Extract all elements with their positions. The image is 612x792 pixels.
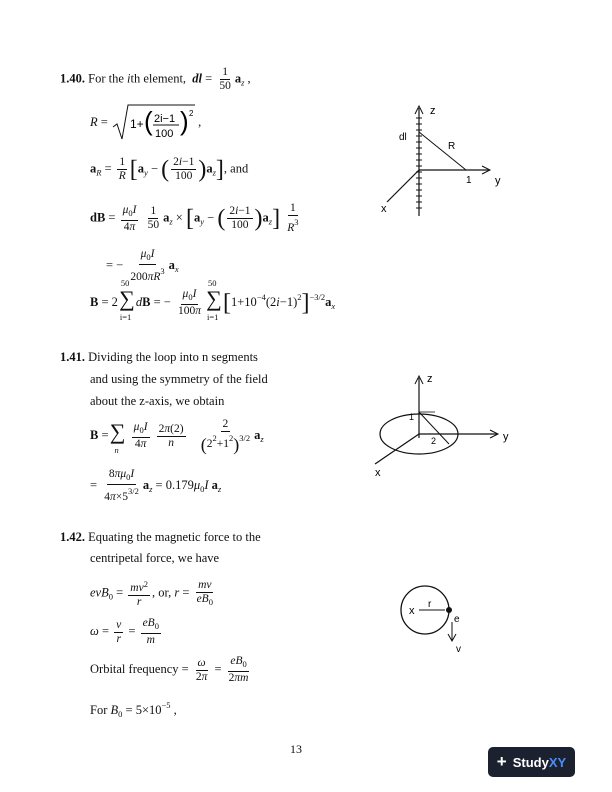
svg-text:2: 2 (431, 436, 437, 446)
svg-text:(: ( (143, 106, 153, 136)
problem-1-41-intro-2: and using the symmetry of the field (90, 372, 268, 386)
svg-text:v: v (456, 644, 461, 655)
svg-text:): ) (179, 106, 189, 136)
svg-text:y: y (495, 175, 501, 187)
problem-1-42-heading: 1.42. Equating the magnetic force to the (60, 530, 261, 544)
svg-text:z: z (430, 105, 436, 117)
svg-text:1+: 1+ (129, 117, 144, 131)
eq-B-sum: B = 2 50 ∑ i=1 dB = − $\frac{\mu_0I}{100\pi}$ 50 ∑ i=1 $[1+10^{-4}(2i-1)^2]^{-3/2}a_x$ (90, 277, 336, 322)
svg-text:e: e (454, 614, 460, 625)
figure-1-42 (395, 578, 475, 658)
sqrt-expression (111, 103, 195, 143)
problem-1-41-intro-3: about the z-axis, we obtain (90, 394, 225, 408)
plus-icon: + (496, 752, 507, 771)
page-number: 13 (290, 742, 302, 756)
svg-text:x: x (381, 203, 387, 215)
svg-text:1: 1 (409, 412, 415, 422)
brand-name: StudyXY (512, 754, 567, 770)
eq-B-loop-result: = $\frac{8\pi\mu_0I}{4\pi\times 5^{3/2}}$ $a_z = 0.179\mu_0I$ $a_z$ (90, 468, 222, 503)
eq-dB-result: = − $\frac{\mu_0I}{200\pi R^3}$ $a_x$ (106, 248, 179, 283)
problem-1-41-heading: 1.41. Dividing the loop into n segments (60, 350, 258, 364)
problem-1-42-intro-2: centripetal force, we have (90, 551, 220, 565)
eq-aR: $a_R$ = $\frac{1}{R}$ [$a_y$ − ( $\frac{2i-1}{100}$ )$a_z$], and (90, 156, 249, 183)
svg-text:z: z (427, 373, 433, 385)
svg-text:r: r (428, 599, 432, 610)
eq-B-loop: B =∑ n $\frac{\mu_0I}{4\pi}$ $\frac{2\pi(2)}{n}$ $\frac{2}{(2^2+1^2)^{3/2}}$ $a_z$ (90, 418, 264, 456)
eq-omega: ω = $\frac{v}{r}$ = $\frac{eB_0}{m}$ (90, 617, 159, 646)
eq-force-balance: evB$_0$ = $\frac{mv^2}{r}$ , or, r = $\frac{mv}{eB_0}$ (90, 578, 213, 608)
svg-text:R: R (448, 141, 456, 152)
figure-1-40 (375, 98, 515, 238)
svg-text:1: 1 (466, 175, 472, 186)
svg-text:x: x (409, 605, 415, 617)
svg-text:dl: dl (399, 132, 407, 143)
eq-dB: dB = $\frac{\mu_0I}{4\pi}$ $\frac{1}{50}$ $a_z \times [a_y$ − ( $\frac{2i-1}{100}$ )$a_z$] $\frac{1}{R^3}$ (90, 202, 299, 234)
problem-1-40-heading: 1.40. For the ith element, dl = $\frac{1}{50}$ $a_z$ , (60, 66, 251, 92)
figure-1-41 (365, 370, 515, 480)
svg-text:x: x (375, 467, 381, 479)
svg-text:100: 100 (154, 128, 174, 140)
svg-text:y: y (503, 431, 509, 443)
svg-text:2i−1: 2i−1 (153, 113, 176, 125)
studyxy-badge[interactable] (488, 747, 575, 777)
eq-orbital-frequency: Orbital frequency = $\frac{\omega}{2\pi}$ = $\frac{eB_0}{2\pi m}$ (90, 655, 249, 684)
eq-R: R = 1+ ( 2i−1 100 ) 2 , (90, 103, 201, 143)
eq-B0-value: For $B_0 = 5\times 10^{-5}$ , (90, 700, 177, 719)
svg-text:2: 2 (188, 109, 194, 118)
